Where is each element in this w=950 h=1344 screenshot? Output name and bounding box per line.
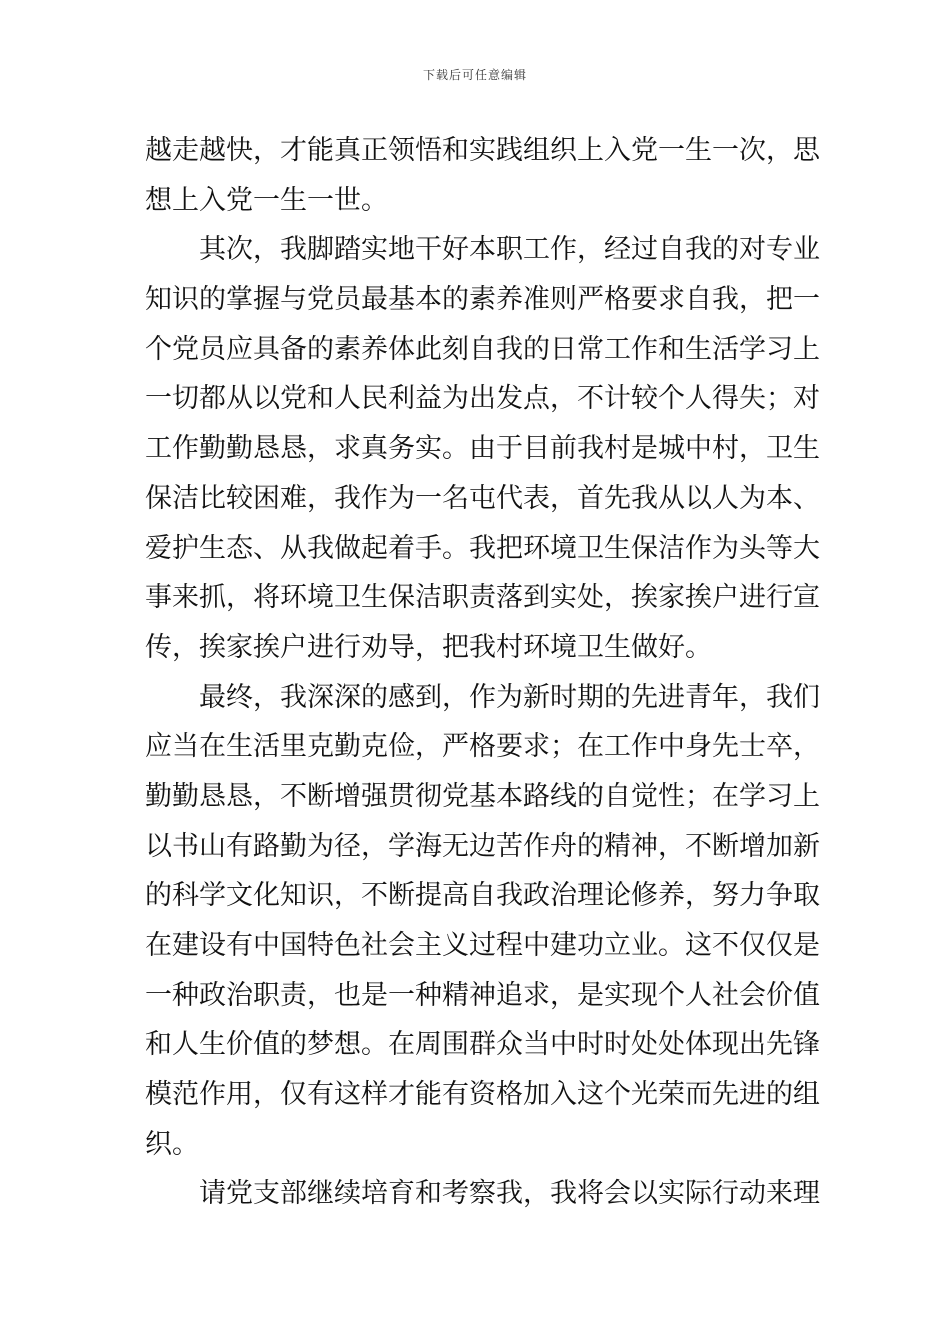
text-line: 请党支部继续培育和考察我，我将会以实际行动来理 [199,1178,820,1210]
text-line: 保洁比较困难，我作为一名屯代表，首先我从以人为本、 [145,482,820,514]
document-body [145,126,820,1219]
text-line: 以书山有路勤为径，学海无边苦作舟的精神，不断增加新 [145,830,820,862]
text-line: 应当在生活里克勤克俭，严格要求；在工作中身先士卒， [145,731,820,763]
text-line: 模范作用，仅有这样才能有资格加入这个光荣而先进的组 [145,1079,820,1111]
text-line: 的科学文化知识，不断提高自我政治理论修养，努力争取 [145,880,820,912]
paragraph-1 [145,126,820,225]
text-line: 一切都从以党和人民利益为出发点，不计较个人得失；对 [145,383,820,415]
text-line: 勤勤恳恳，不断增强贯彻党基本路线的自觉性；在学习上 [145,780,820,812]
text-line: 其次，我脚踏实地干好本职工作，经过自我的对专业 [199,234,820,266]
paragraph-3 [145,673,820,1170]
text-line: 传，挨家挨户进行劝导，把我村环境卫生做好。 [145,631,712,663]
text-line: 一种政治职责，也是一种精神追求，是实现个人社会价值 [145,979,820,1011]
paragraph-2 [145,225,820,672]
text-line: 织。 [145,1128,199,1160]
text-line: 和人生价值的梦想。在周围群众当中时时处处体现出先锋 [145,1029,820,1061]
text-line: 爱护生态、从我做起着手。我把环境卫生保洁作为头等大 [145,532,820,564]
paragraph-4 [145,1169,820,1219]
page-header-note: 下载后可任意编辑 [422,68,527,82]
text-line: 事来抓，将环境卫生保洁职责落到实处，挨家挨户进行宣 [145,582,820,614]
text-line: 越走越快，才能真正领悟和实践组织上入党一生一次，思 [145,135,820,166]
text-line: 工作勤勤恳恳，求真务实。由于目前我村是城中村，卫生 [145,433,820,465]
text-line: 最终，我深深的感到，作为新时期的先进青年，我们 [199,681,820,713]
text-line: 知识的掌握与党员最基本的素养准则严格要求自我，把一 [145,284,820,316]
text-line: 想上入党一生一世。 [145,184,388,216]
text-line: 个党员应具备的素养体此刻自我的日常工作和生活学习上 [145,333,820,365]
text-line: 在建设有中国特色社会主义过程中建功立业。这不仅仅是 [145,930,820,961]
